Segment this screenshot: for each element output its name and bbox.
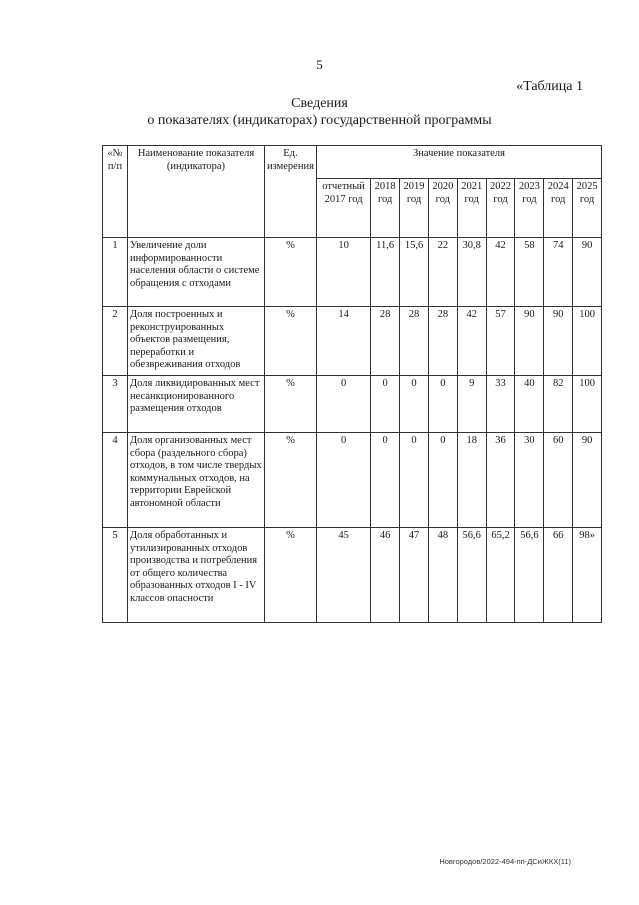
indicator-unit: % [265,238,317,307]
table-row [103,528,602,623]
indicator-value: 47 [400,528,429,623]
indicator-value: 65,2 [486,528,515,623]
header-year: 2019 год [400,179,429,238]
table-row [103,238,602,307]
indicator-value: 0 [371,433,400,528]
row-number: 4 [103,433,128,528]
header-num: «№ п/п [103,146,128,238]
indicators-table [102,145,602,623]
indicator-name: Доля обработанных и утилизированных отходов производства и потребления от общего количества образованных отходов I - IV классов опасности [128,528,265,623]
header-name: Наименование показателя (индикатора) [128,146,265,238]
header-year: 2024 год [544,179,573,238]
indicator-value: 0 [428,376,457,433]
indicator-value: 18 [457,433,486,528]
indicator-value: 22 [428,238,457,307]
indicator-value: 33 [486,376,515,433]
indicator-value: 98» [573,528,602,623]
indicator-value: 28 [400,307,429,376]
table-row [103,307,602,376]
indicator-name: Доля ликвидированных мест несанкционированного размещения отходов [128,376,265,433]
indicator-value: 28 [371,307,400,376]
indicator-value: 90 [544,307,573,376]
header-row-1 [103,146,602,179]
indicator-value: 90 [515,307,544,376]
indicator-value: 56,6 [457,528,486,623]
document-title [0,95,639,129]
indicator-value: 82 [544,376,573,433]
table-label: «Таблица 1 [516,79,583,94]
header-year: отчетный 2017 год [316,179,370,238]
table-row [103,433,602,528]
indicator-value: 0 [316,376,370,433]
indicator-value: 90 [573,238,602,307]
indicator-value: 30 [515,433,544,528]
row-number: 2 [103,307,128,376]
indicator-value: 66 [544,528,573,623]
row-number: 1 [103,238,128,307]
header-year: 2023 год [515,179,544,238]
indicator-value: 0 [400,376,429,433]
indicator-value: 42 [457,307,486,376]
indicator-value: 30,8 [457,238,486,307]
indicator-value: 40 [515,376,544,433]
indicator-value: 100 [573,307,602,376]
indicator-value: 42 [486,238,515,307]
indicator-value: 15,6 [400,238,429,307]
indicator-value: 74 [544,238,573,307]
indicator-value: 0 [400,433,429,528]
header-year: 2025 год [573,179,602,238]
table-row [103,376,602,433]
indicator-value: 0 [316,433,370,528]
indicator-value: 56,6 [515,528,544,623]
indicator-value: 58 [515,238,544,307]
header-unit: Ед. измерения [265,146,317,238]
header-value-group: Значение показателя [316,146,601,179]
row-number: 5 [103,528,128,623]
row-number: 3 [103,376,128,433]
indicator-value: 45 [316,528,370,623]
document-code: Новгородов/2022-494-пп-ДСиЖКХ(11) [439,857,571,866]
indicator-unit: % [265,528,317,623]
indicator-value: 0 [428,433,457,528]
title-line-2: о показателях (индикаторах) государственной программы [147,113,492,128]
indicator-unit: % [265,376,317,433]
indicator-value: 14 [316,307,370,376]
indicator-value: 11,6 [371,238,400,307]
page-number: 5 [316,57,323,72]
indicator-name: Увеличение доли информированности населения области о системе обращения с отходами [128,238,265,307]
indicator-name: Доля построенных и реконструированных объектов размещения, переработки и обезвреживания отходов [128,307,265,376]
indicator-value: 10 [316,238,370,307]
indicator-value: 48 [428,528,457,623]
indicator-unit: % [265,307,317,376]
header-year: 2018 год [371,179,400,238]
indicator-value: 46 [371,528,400,623]
indicator-value: 28 [428,307,457,376]
header-year: 2021 год [457,179,486,238]
indicator-value: 57 [486,307,515,376]
header-year: 2022 год [486,179,515,238]
indicator-value: 9 [457,376,486,433]
indicator-value: 90 [573,433,602,528]
indicator-value: 100 [573,376,602,433]
title-line-1: Сведения [291,96,348,111]
indicator-value: 60 [544,433,573,528]
indicator-value: 36 [486,433,515,528]
indicator-name: Доля организованных мест сбора (раздельного сбора) отходов, в том числе твердых коммунальных отходов, на территории Еврейской автономной области [128,433,265,528]
indicator-unit: % [265,433,317,528]
header-year: 2020 год [428,179,457,238]
indicator-value: 0 [371,376,400,433]
